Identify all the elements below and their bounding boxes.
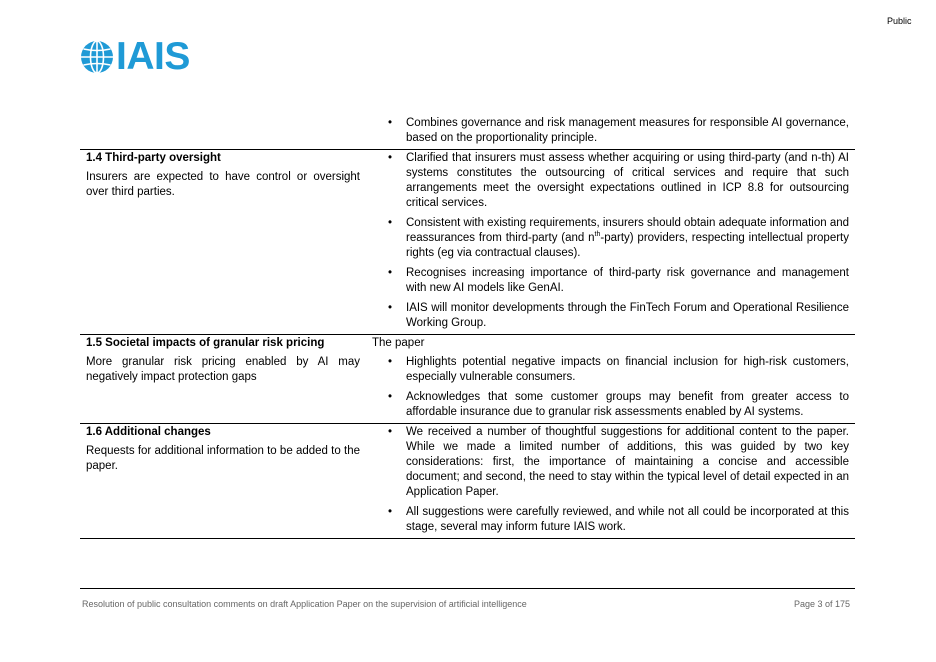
topic-cell — [80, 424, 366, 539]
section-description: Requests for additional information to be added to the paper. — [86, 445, 360, 472]
response-intro: The paper — [372, 337, 425, 349]
bullet-item — [372, 355, 849, 385]
footer-divider — [80, 588, 855, 589]
logo-wordmark: IAIS — [116, 35, 190, 78]
bullet-icon: • — [388, 217, 393, 229]
bullet-item — [372, 505, 849, 535]
response-cell — [366, 115, 855, 150]
section-row — [80, 150, 855, 335]
section-description: More granular risk pricing enabled by AI may negatively impact protection gaps — [86, 356, 360, 383]
section-title: 1.4 Third-party oversight — [86, 152, 221, 164]
bullet-text: -party) providers, respecting intellectual property rights (eg via contractual clauses). — [406, 232, 849, 259]
iais-logo — [80, 37, 190, 76]
bullet-icon: • — [388, 302, 393, 314]
response-cell — [366, 150, 855, 335]
topic-cell — [80, 150, 366, 335]
bullet-item — [372, 266, 849, 296]
bullet-text: Combines governance and risk management measures for responsible AI governance, based on the proportionality principle. — [406, 117, 849, 144]
bullet-icon: • — [388, 117, 393, 129]
section-row — [80, 335, 855, 424]
continuation-row — [80, 115, 855, 150]
response-cell — [366, 424, 855, 539]
bullet-item — [372, 116, 849, 146]
section-title: 1.5 Societal impacts of granular risk pricing — [86, 337, 325, 349]
bullet-list — [372, 425, 849, 535]
bullet-item — [372, 216, 849, 261]
bullet-item — [372, 425, 849, 500]
bullet-icon: • — [388, 267, 393, 279]
bullet-text: All suggestions were carefully reviewed, and while not all could be incorporated at this stage, several may inform future IAIS work. — [406, 506, 849, 533]
bullet-item — [372, 390, 849, 420]
bullet-list — [372, 116, 849, 146]
section-description: Insurers are expected to have control or oversight over third parties. — [86, 171, 360, 198]
response-cell — [366, 335, 855, 424]
empty-topic-cell — [80, 115, 366, 150]
bullet-text: IAIS will monitor developments through the FinTech Forum and Operational Resilience Working Group. — [406, 302, 849, 329]
bullet-icon: • — [388, 152, 393, 164]
section-title: 1.6 Additional changes — [86, 426, 211, 438]
bullet-icon: • — [388, 391, 393, 403]
bullet-list — [372, 151, 849, 331]
superscript-text: th — [594, 231, 601, 239]
bullet-list — [372, 355, 849, 420]
bullet-text: Acknowledges that some customer groups may benefit from greater access to affordable insurance due to granular risk assessments enabled by AI systems. — [406, 391, 849, 418]
classification-label: Public — [887, 16, 912, 26]
bullet-icon: • — [388, 506, 393, 518]
bullet-item — [372, 151, 849, 211]
bullet-text: Clarified that insurers must assess whether acquiring or using third-party (and n-th) AI systems constitutes the outsourcing of critical services and require that such arrangements meet the oversight expectations outlined in ICP 8.8 for outsourcing critical services. — [406, 152, 849, 209]
bullet-text: Consistent with existing requirements, insurers should obtain adequate information and reassurances from third-party (and n — [406, 217, 850, 244]
footer-document-title: Resolution of public consultation comments on draft Application Paper on the supervision of artificial intelligence — [82, 599, 527, 609]
bullet-icon: • — [388, 356, 393, 368]
bullet-text: Highlights potential negative impacts on financial inclusion for high-risk customers, especially vulnerable consumers. — [406, 356, 849, 383]
topic-cell — [80, 335, 366, 424]
page-number: Page 3 of 175 — [794, 599, 851, 609]
bullet-text: Recognises increasing importance of third-party risk governance and management with new AI models like GenAI. — [406, 267, 849, 294]
bullet-item — [372, 301, 849, 331]
section-row — [80, 424, 855, 539]
comment-resolution-table — [80, 115, 855, 539]
bullet-text: We received a number of thoughtful suggestions for additional content to the paper. While we made a limited number of additions, this was guided by two key considerations: first, the importance of maintaining a concise and accessible document; and second, the need to stay within the typical level of detail expected in an Application Paper. — [406, 426, 849, 498]
bullet-icon: • — [388, 426, 393, 438]
globe-icon — [80, 40, 114, 74]
